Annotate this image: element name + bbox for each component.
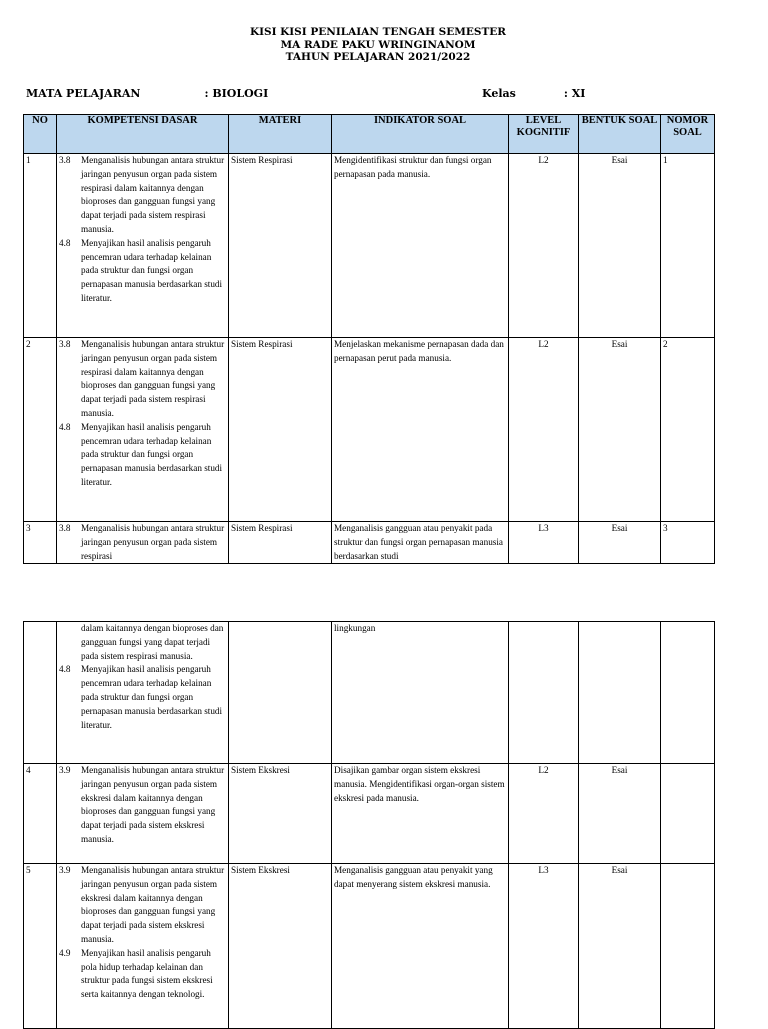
cell-bentuk: Esai	[579, 338, 661, 522]
class-info	[482, 87, 585, 100]
kompetensi-number: 4.9	[59, 947, 71, 958]
cell-bentuk: Esai	[579, 864, 661, 1029]
table-row	[24, 764, 715, 864]
cell-kompetensi	[57, 522, 229, 564]
cell-indikator: lingkungan	[332, 622, 509, 764]
kompetensi-list	[59, 764, 226, 847]
cell-indikator: Mengidentifikasi struktur dan fungsi organ pernapasan pada manusia.	[332, 154, 509, 338]
table-header-row	[24, 115, 715, 154]
cell-materi: Sistem Ekskresi	[229, 864, 332, 1029]
subject-label: MATA PELAJARAN	[26, 87, 141, 100]
col-header-indikator: INDIKATOR SOAL	[332, 115, 509, 154]
kompetensi-number: 4.8	[59, 421, 71, 432]
title-line-2: MA RADE PAKU WRINGINANOM	[280, 38, 476, 51]
cell-nomor: 1	[661, 154, 715, 338]
class-value: : XI	[563, 87, 586, 100]
cell-materi	[229, 622, 332, 764]
kompetensi-text: Menganalisis hubungan antara struktur jaringan penyusun organ pada sistem ekskresi dalam kaitannya dengan bioproses dan gangguan fungsi yang dapat terjadi pada sistem ekskresi manusia.	[81, 865, 225, 944]
kompetensi-number: 4.8	[59, 664, 71, 675]
cell-bentuk	[579, 622, 661, 764]
cell-nomor: 3	[661, 522, 715, 564]
col-header-materi: MATERI	[229, 115, 332, 154]
cell-bentuk: Esai	[579, 764, 661, 864]
cell-kompetensi	[57, 154, 229, 338]
kompetensi-number: 3.8	[59, 155, 71, 165]
cell-materi: Sistem Respirasi	[229, 338, 332, 522]
cell-level: L3	[509, 864, 579, 1029]
cell-nomor	[661, 864, 715, 1029]
cell-materi: Sistem Ekskresi	[229, 764, 332, 864]
cell-level	[509, 622, 579, 764]
kompetensi-item	[59, 338, 226, 421]
kompetensi-text: Menganalisis hubungan antara struktur jaringan penyusun organ pada sistem ekskresi dalam kaitannya dengan bioproses dan gangguan fungsi yang dapat terjadi pada sistem ekskresi manusia.	[81, 765, 225, 844]
kompetensi-item	[59, 864, 226, 947]
document-title	[0, 26, 756, 64]
cell-kompetensi	[57, 338, 229, 522]
cell-materi: Sistem Respirasi	[229, 154, 332, 338]
kompetensi-text: Menyajikan hasil analisis pengaruh pencemran udara terhadap kelainan pada struktur dan fungsi organ pernapasan manusia berdasarkan studi literatur.	[81, 237, 223, 303]
cell-level: L2	[509, 338, 579, 522]
kompetensi-item	[59, 622, 226, 663]
kompetensi-list	[59, 864, 226, 1002]
kompetensi-item	[59, 947, 226, 1002]
kompetensi-number: 3.9	[59, 865, 71, 875]
cell-nomor	[661, 622, 715, 764]
cell-level: L3	[509, 522, 579, 564]
col-header-nomor: NOMOR SOAL	[661, 115, 715, 154]
kompetensi-item	[59, 237, 226, 306]
kompetensi-item	[59, 522, 226, 563]
kompetensi-text: Menyajikan hasil analisis pengaruh pola hidup terhadap kelainan dan struktur pada fungsi sistem ekskresi serta kaitannya dengan teknologi.	[81, 947, 213, 1000]
col-header-kompetensi: KOMPETENSI DASAR	[57, 115, 229, 154]
kompetensi-list	[59, 338, 226, 490]
kompetensi-text: Menganalisis hubungan antara struktur jaringan penyusun organ pada sistem respirasi dalam kaitannya dengan bioproses dan gangguan fungsi yang dapat terjadi pada sistem respirasi manusia.	[81, 155, 225, 234]
cell-level: L2	[509, 154, 579, 338]
cell-bentuk: Esai	[579, 522, 661, 564]
cell-no: 5	[24, 864, 57, 1029]
cell-kompetensi	[57, 764, 229, 864]
kompetensi-number: 3.8	[59, 523, 71, 533]
title-line-1: KISI KISI PENILAIAN TENGAH SEMESTER	[249, 26, 507, 38]
cell-no: 4	[24, 764, 57, 864]
kompetensi-number: 3.8	[59, 339, 71, 349]
col-header-level: LEVEL KOGNITIF	[509, 115, 579, 154]
kompetensi-text: dalam kaitannya dengan bioproses dan gangguan fungsi yang dapat terjadi pada sistem respirasi manusia.	[81, 623, 224, 661]
table-row	[24, 522, 715, 564]
cell-no	[24, 622, 57, 764]
cell-nomor: 2	[661, 338, 715, 522]
kompetensi-item	[59, 421, 226, 490]
kompetensi-text: Menganalisis hubungan antara struktur jaringan penyusun organ pada sistem respirasi dalam kaitannya dengan bioproses dan gangguan fungsi yang dapat terjadi pada sistem respirasi manusia.	[81, 339, 225, 418]
class-label: Kelas	[482, 87, 516, 100]
title-line-3: TAHUN PELAJARAN 2021/2022	[285, 51, 471, 63]
cell-bentuk: Esai	[579, 154, 661, 338]
kompetensi-number: 4.8	[59, 237, 71, 248]
blueprint-table-continued	[23, 621, 715, 1029]
kompetensi-text: Menganalisis hubungan antara struktur jaringan penyusun organ pada sistem respirasi	[81, 523, 225, 561]
col-header-bentuk: BENTUK SOAL	[579, 115, 661, 154]
cell-materi: Sistem Respirasi	[229, 522, 332, 564]
cell-indikator: Menganalisis gangguan atau penyakit pada struktur dan fungsi organ pernapasan manusia berdasarkan studi	[332, 522, 509, 564]
cell-level: L2	[509, 764, 579, 864]
subject-info	[26, 87, 268, 100]
table-row	[24, 622, 715, 764]
table-row	[24, 864, 715, 1029]
blueprint-table	[23, 114, 715, 564]
table-row	[24, 338, 715, 522]
col-header-no: NO	[24, 115, 57, 154]
kompetensi-number: 3.9	[59, 765, 71, 775]
kompetensi-text: Menyajikan hasil analisis pengaruh pencemran udara terhadap kelainan pada struktur dan fungsi organ pernapasan manusia berdasarkan studi literatur.	[81, 664, 223, 730]
cell-no: 3	[24, 522, 57, 564]
kompetensi-list	[59, 622, 226, 732]
kompetensi-item	[59, 764, 226, 847]
cell-kompetensi	[57, 622, 229, 764]
cell-no: 2	[24, 338, 57, 522]
kompetensi-item	[59, 663, 226, 732]
cell-indikator: Menganalisis gangguan atau penyakit yang dapat menyerang sistem ekskresi manusia.	[332, 864, 509, 1029]
kompetensi-text: Menyajikan hasil analisis pengaruh pencemran udara terhadap kelainan pada struktur dan fungsi organ pernapasan manusia berdasarkan studi literatur.	[81, 421, 223, 487]
cell-no: 1	[24, 154, 57, 338]
cell-nomor	[661, 764, 715, 864]
kompetensi-item	[59, 154, 226, 237]
kompetensi-list	[59, 522, 226, 563]
cell-indikator: Disajikan gambar organ sistem ekskresi manusia. Mengidentifikasi organ-organ sistem ekskresi pada manusia.	[332, 764, 509, 864]
table-row	[24, 154, 715, 338]
cell-kompetensi	[57, 864, 229, 1029]
subject-value: : BIOLOGI	[204, 87, 269, 100]
kompetensi-list	[59, 154, 226, 306]
cell-indikator: Menjelaskan mekanisme pernapasan dada dan pernapasan perut pada manusia.	[332, 338, 509, 522]
